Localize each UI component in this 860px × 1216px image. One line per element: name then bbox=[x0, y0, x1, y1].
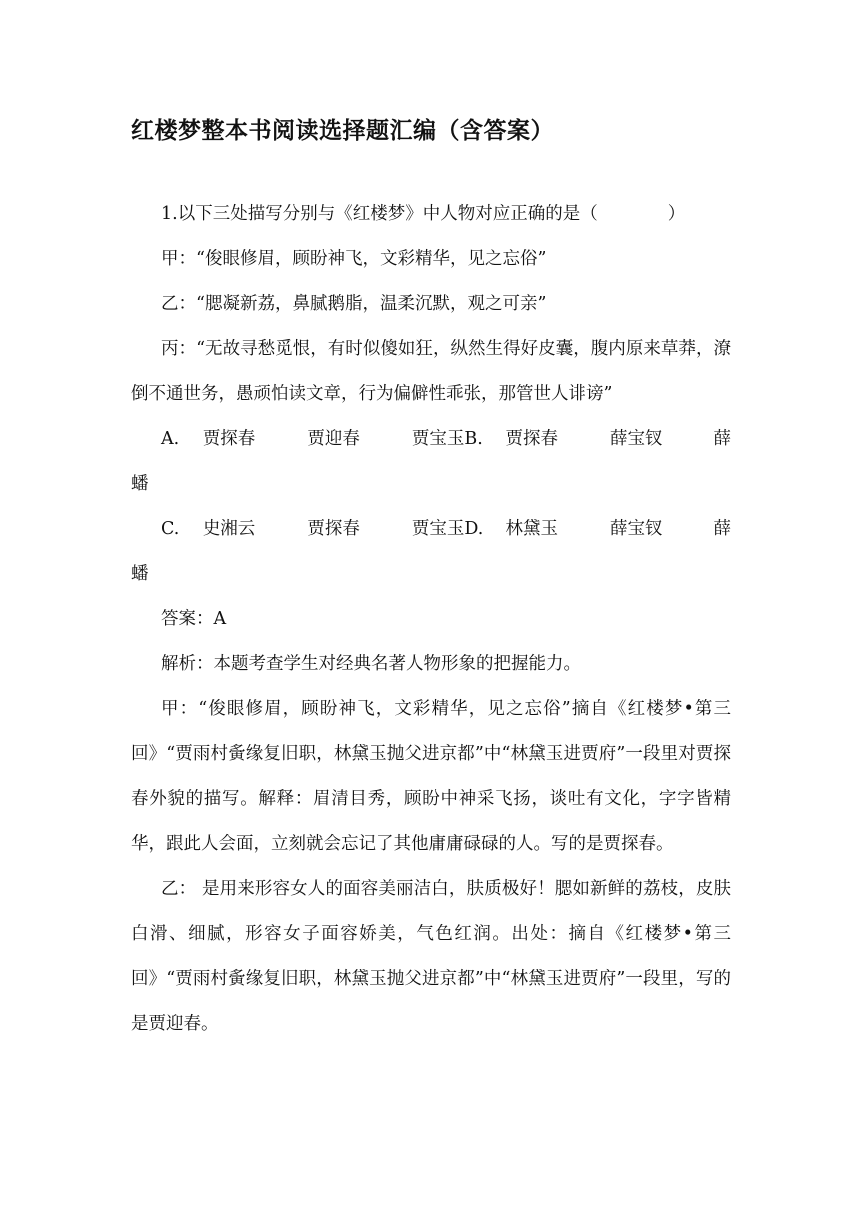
option-c-item-2: 贾探春 bbox=[307, 519, 360, 539]
option-c-item-3-d-letter: 贾宝玉D. bbox=[411, 519, 484, 539]
answer-text: 答案：A bbox=[161, 609, 227, 629]
analysis-yi: 乙： 是用来形容女人的面容美丽洁白，肤质极好！腮如新鲜的荔枝，皮肤白滑、细腻，形容女子面容娇美，气色红润。出处：摘自《红楼梦•第三回》“贾雨村夤缘复旧职，林黛玉抛父进京都”中“林黛玉进贾府”一段里，写的是贾迎春。 bbox=[131, 879, 731, 1034]
option-a-item-1: 贾探春 bbox=[202, 429, 256, 449]
option-d-item-3-end: 蟠 bbox=[131, 564, 149, 584]
option-b-item-2: 薛宝钗 bbox=[609, 429, 663, 449]
option-d-item-3-start: 薛 bbox=[713, 519, 732, 539]
option-b-item-3-end: 蟠 bbox=[131, 474, 149, 494]
option-a-letter: A. bbox=[161, 429, 180, 449]
option-c-item-1: 史湘云 bbox=[202, 519, 256, 539]
options-group-ab bbox=[131, 417, 731, 507]
analysis-jia: 甲：“俊眼修眉，顾盼神飞，文彩精华，见之忘俗”摘自《红楼梦•第三回》“贾雨村夤缘复旧职，林黛玉抛父进京都”中“林黛玉进贾府”一段里对贾探春外貌的描写。解释：眉清目秀，顾盼中神采飞扬，谈吐有文化，字字皆精华，跟此人会面，立刻就会忘记了其他庸庸碌碌的人。写的是贾探春。 bbox=[131, 699, 731, 854]
question-stem: 1.以下三处描写分别与《红楼梦》中人物对应正确的是（ ） bbox=[161, 204, 686, 224]
question-1-section bbox=[131, 192, 731, 1047]
option-d-item-1: 林黛玉 bbox=[505, 519, 558, 539]
quote-jia: 甲：“俊眼修眉，顾盼神飞，文彩精华，见之忘俗” bbox=[161, 249, 547, 269]
quote-yi: 乙：“腮凝新荔，鼻腻鹅脂，温柔沉默，观之可亲” bbox=[161, 294, 547, 314]
option-a-item-3-b-letter: 贾宝玉B. bbox=[411, 429, 483, 449]
analysis-intro: 解析：本题考查学生对经典名著人物形象的把握能力。 bbox=[161, 654, 581, 674]
options-row-cd bbox=[131, 507, 731, 552]
option-d-item-2: 薛宝钗 bbox=[609, 519, 663, 539]
options-row-ab bbox=[131, 417, 731, 462]
option-b-item-3-start: 薛 bbox=[713, 429, 732, 449]
option-c-letter: C. bbox=[161, 519, 180, 539]
document-title: 红楼梦整本书阅读选择题汇编（含答案） bbox=[131, 118, 554, 144]
quote-bing: 丙：“无故寻愁觅恨，有时似傻如狂，纵然生得好皮囊，腹内原来草莽，潦倒不通世务，愚顽怕读文章，行为偏僻性乖张，那管世人诽谤” bbox=[131, 339, 731, 404]
option-a-item-2: 贾迎春 bbox=[307, 429, 360, 449]
option-b-item-1: 贾探春 bbox=[505, 429, 558, 449]
options-group-cd bbox=[131, 507, 731, 597]
